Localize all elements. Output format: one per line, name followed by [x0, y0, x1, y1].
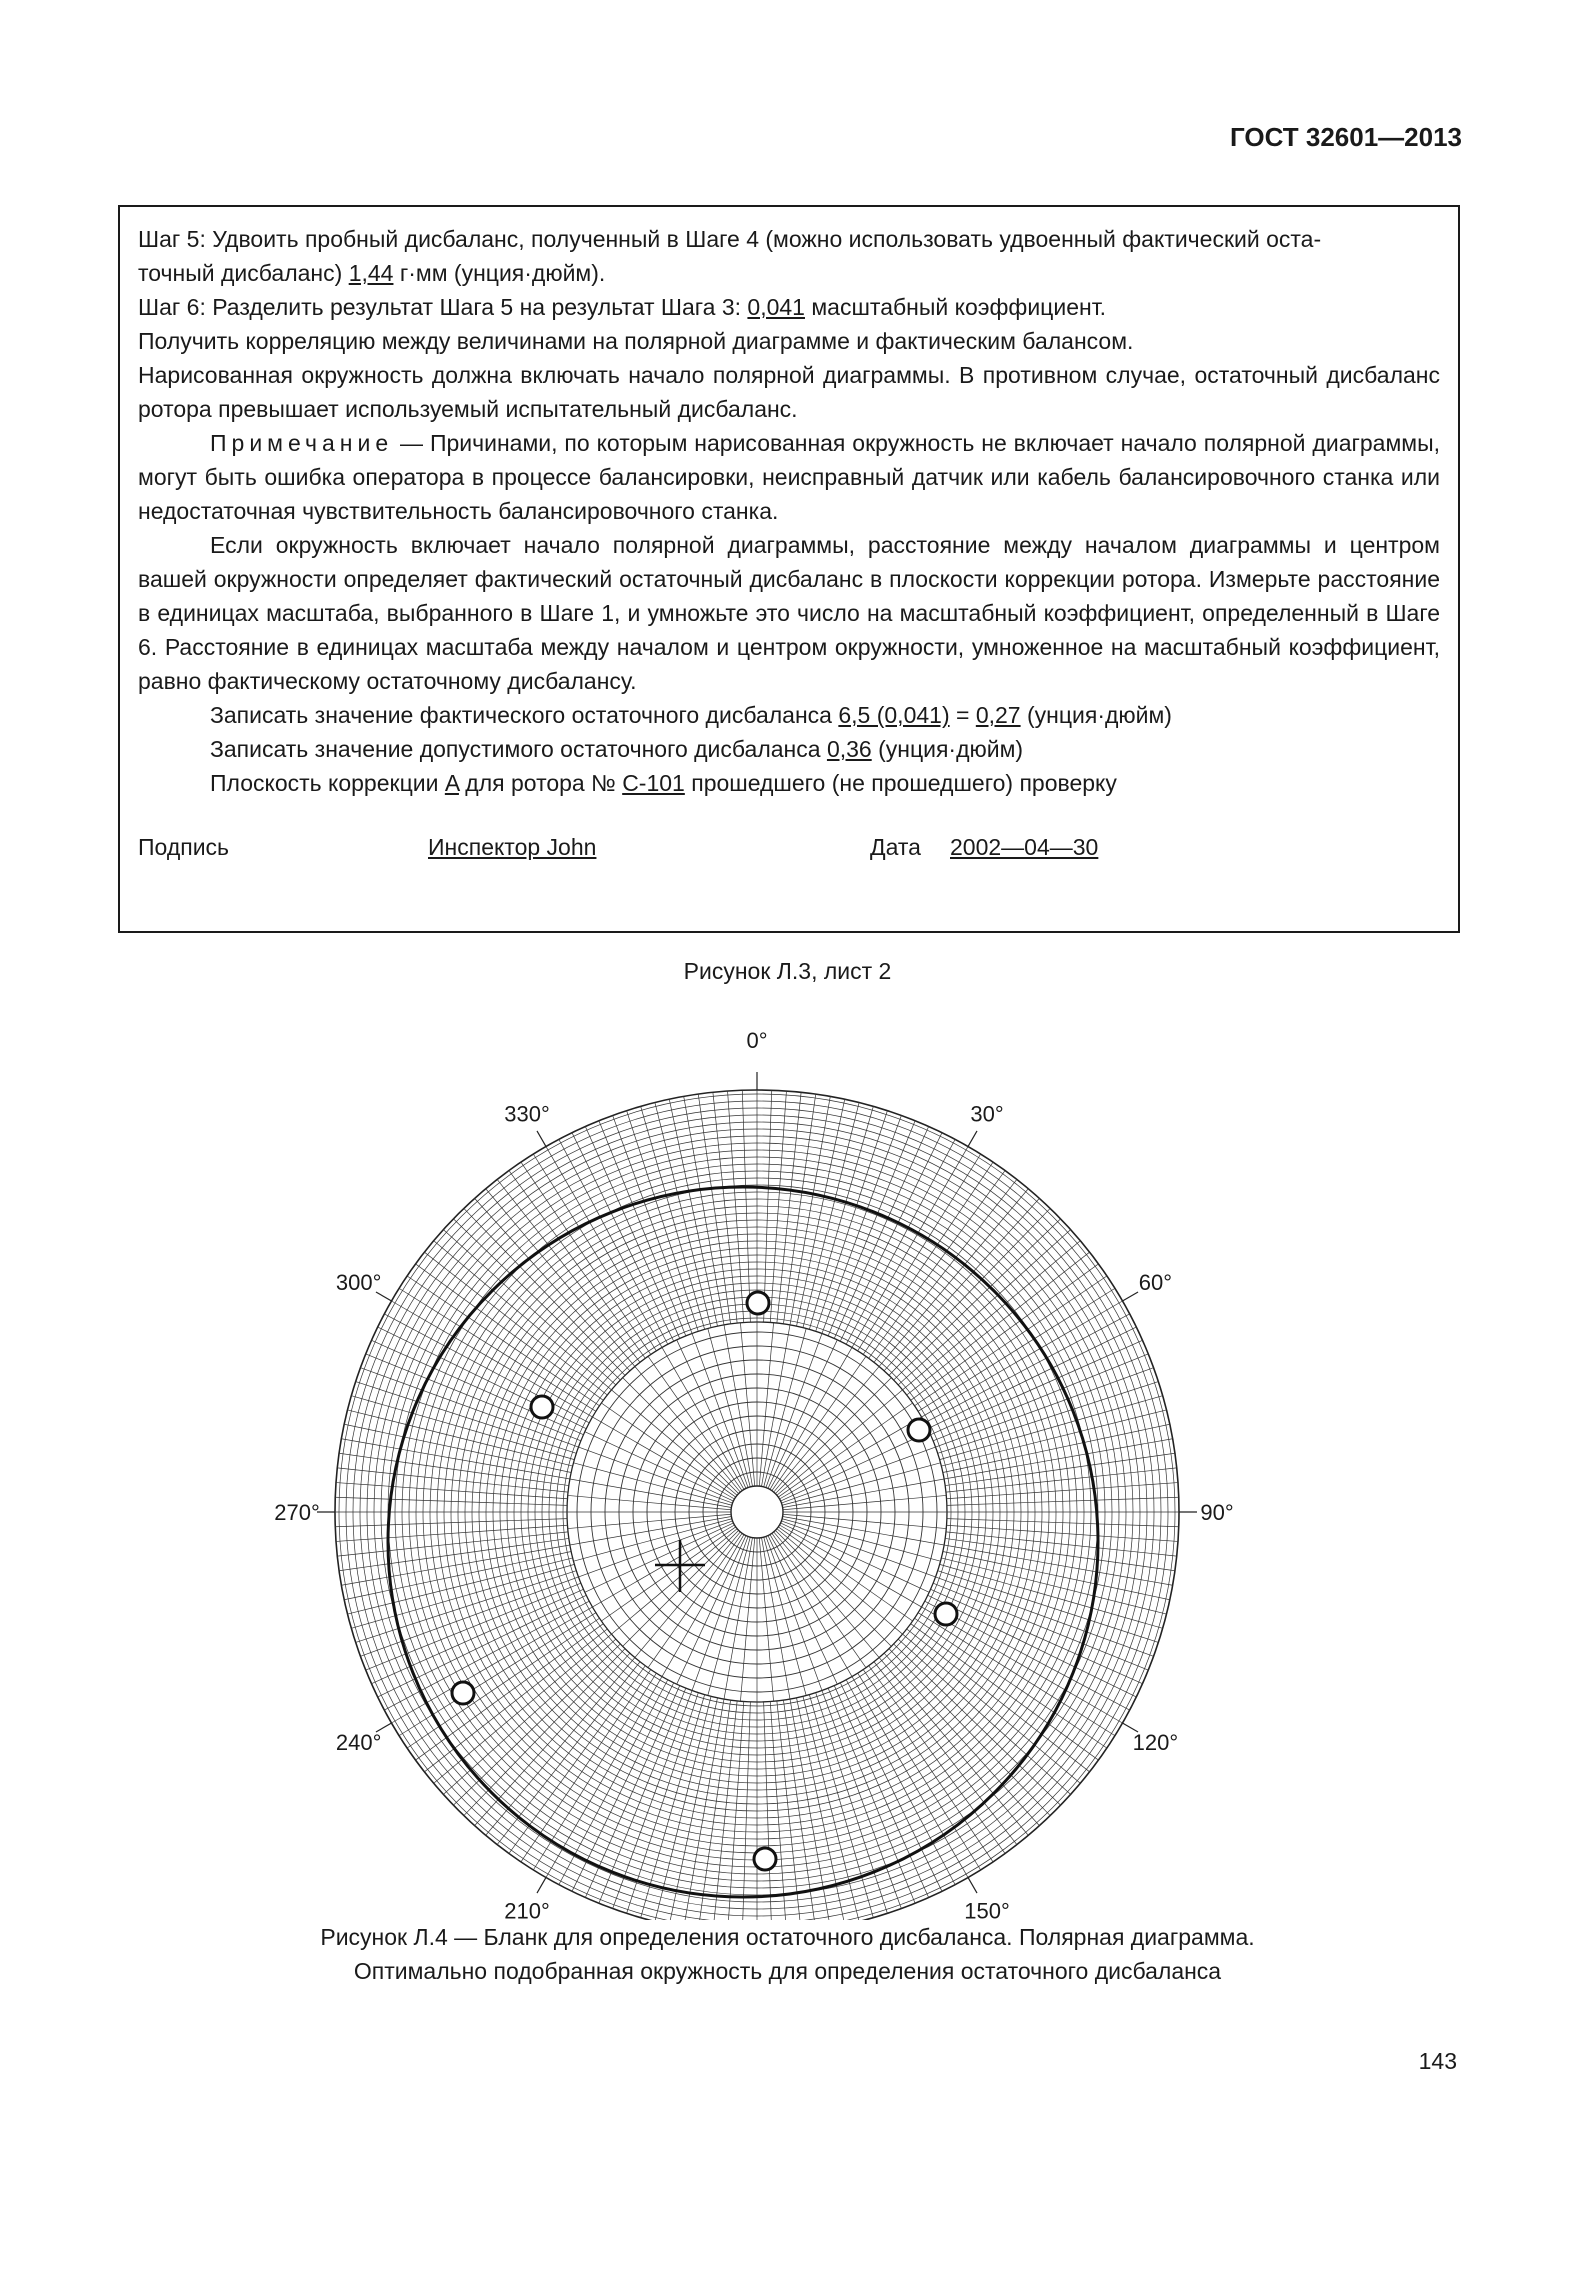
plane-line	[138, 766, 1440, 800]
angle-label-300: 300°	[335, 1270, 382, 1295]
date-value: 2002—04—30	[950, 834, 1099, 860]
polar-grid	[317, 1072, 1197, 1920]
figure-4-caption	[0, 1920, 1575, 1988]
actual-equals: =	[949, 702, 976, 728]
angle-label-0: 0°	[746, 1028, 768, 1053]
actual-unbalance-line	[138, 698, 1440, 732]
step5-prefix: точный дисбаланс)	[138, 260, 349, 286]
angle-label-240: 240°	[335, 1730, 382, 1755]
if-circle-paragraph: Если окружность включает начало полярной диаграммы, расстояние между началом диаграммы и центром вашей окружности определяет фактический остаточный дисбаланс в плоскости коррекции ротора. Измерьте расстояние в единицах масштаба, выбранного в Шаге 1, и умножьте это число на масштабный коэффициент, определенный в Шаге 6. Расстояние в единицах масштаба между началом и центром окружности, умноженное на масштабный коэффициент, равно фактическому остаточному дисбалансу.	[138, 532, 1440, 694]
measurement-point	[908, 1419, 930, 1441]
angle-label-30: 30°	[970, 1101, 1004, 1127]
angle-label-90: 90°	[1200, 1500, 1234, 1525]
step6-prefix: Шаг 6: Разделить результат Шага 5 на результат Шага 3:	[138, 294, 748, 320]
angle-label-330: 330°	[504, 1101, 550, 1127]
measurement-point	[452, 1682, 474, 1704]
polar-diagram	[0, 1020, 1575, 1920]
actual-label: Записать значение фактического остаточного дисбаланса	[210, 702, 839, 728]
note-label: Примечание	[210, 430, 394, 456]
angle-label-210: 210°	[504, 1898, 550, 1920]
figure-4-caption-line2: Оптимально подобранная окружность для определения остаточного дисбаланса	[353, 1958, 1222, 1984]
allowed-unit: (унция·дюйм)	[871, 736, 1024, 762]
step5-line2	[138, 256, 1440, 290]
step6-suffix: масштабный коэффициент.	[804, 294, 1107, 320]
inspector-name: Инспектор John	[428, 834, 597, 860]
measurement-point	[754, 1848, 776, 1870]
angle-label-150: 150°	[964, 1898, 1010, 1920]
measurement-point	[531, 1396, 553, 1418]
signature-label: Подпись	[138, 834, 230, 860]
circle-center-cross	[655, 1540, 705, 1592]
plane-value: A	[444, 770, 459, 796]
allowed-label: Записать значение допустимого остаточного дисбаланса	[210, 736, 827, 762]
circle-requirement: Нарисованная окружность должна включать начало полярной диаграммы. В противном случае, остаточный дисбаланс ротора превышает используемый испытательный дисбаланс.	[138, 362, 1440, 422]
document-id: ГОСТ 32601—2013	[1230, 122, 1462, 152]
measurement-point	[747, 1292, 769, 1314]
note-text: — Причинами, по которым нарисованная окружность не включает начало полярной диаграммы, могут быть ошибка оператора в процессе балансировки, неисправный датчик или кабель балансировочного станка или недостаточная чувствительность балансировочного станка.	[138, 430, 1440, 524]
step5-value: 1,44	[348, 260, 394, 286]
step6-value: 0,041	[747, 294, 805, 320]
allowed-unbalance-line	[138, 732, 1440, 766]
measurement-point	[935, 1603, 957, 1625]
page-number: 143	[1418, 2048, 1457, 2074]
step5-line1: Шаг 5: Удвоить пробный дисбаланс, полученный в Шаге 4 (можно использовать удвоенный фактический оста-	[138, 226, 1322, 252]
form-text	[138, 222, 1440, 864]
signature-row	[138, 830, 1440, 864]
correlation-line: Получить корреляцию между величинами на полярной диаграмме и фактическим балансом.	[138, 328, 1134, 354]
angle-label-60: 60°	[1138, 1270, 1173, 1295]
angle-label-120: 120°	[1132, 1730, 1179, 1755]
allowed-value: 0,36	[826, 736, 872, 762]
rotor-label: для ротора №	[458, 770, 623, 796]
angle-label-270: 270°	[274, 1500, 320, 1525]
figure-3-caption: Рисунок Л.3, лист 2	[683, 958, 892, 984]
step5-suffix: г·мм (унция·дюйм).	[393, 260, 606, 286]
note-paragraph	[138, 426, 1440, 528]
date-label: Дата	[870, 834, 921, 860]
rotor-value: C-101	[622, 770, 685, 796]
figure-4-caption-line1: Рисунок Л.4 — Бланк для определения остаточного дисбаланса. Полярная диаграмма.	[320, 1924, 1255, 1950]
actual-unit: (унция·дюйм)	[1020, 702, 1172, 728]
actual-value: 0,27	[975, 702, 1021, 728]
actual-calc: 6,5 (0,041)	[838, 702, 950, 728]
step6-line	[138, 290, 1440, 324]
plane-label: Плоскость коррекции	[210, 770, 445, 796]
plane-suffix: прошедшего (не прошедшего) проверку	[684, 770, 1117, 796]
